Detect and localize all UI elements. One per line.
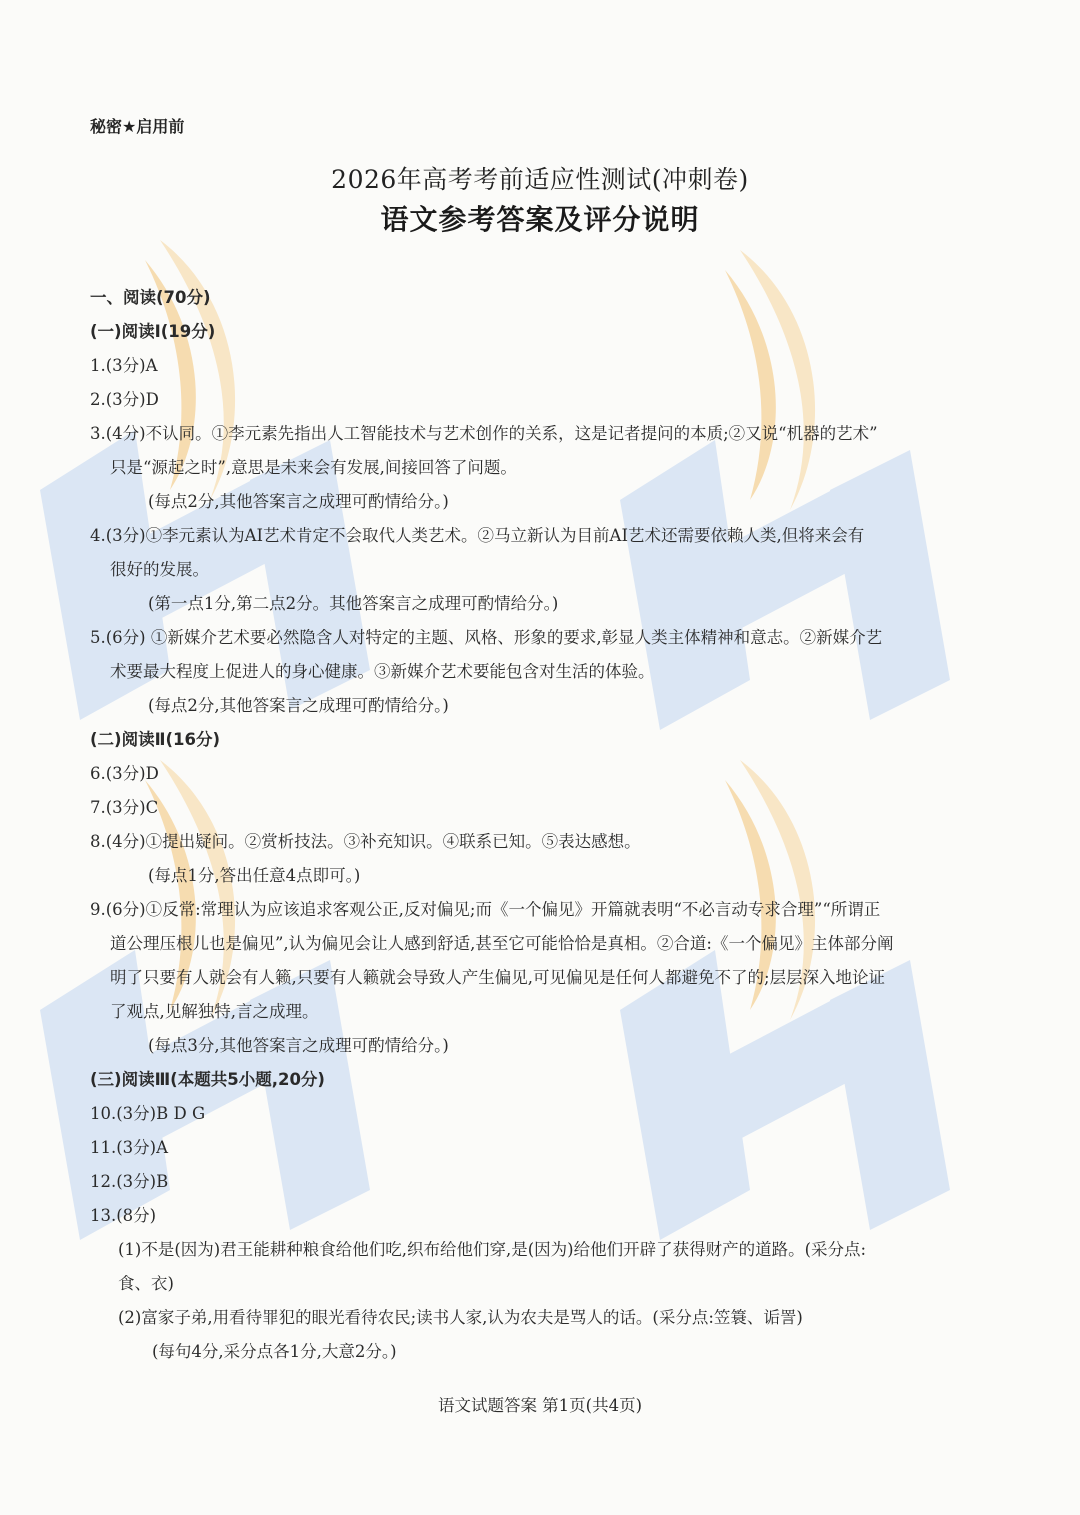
answer-line: (每句4分,采分点各1分,大意2分。) [152, 1342, 397, 1361]
answer-line: (第一点1分,第二点2分。其他答案言之成理可酌情给分。) [148, 594, 559, 613]
answer-line: 明了只要有人就会有人籁,只要有人籁就会导致人产生偏见,可见偏见是任何人都避免不了的;层层深入地论证 [110, 968, 886, 987]
answer-line: 11.(3分)A [90, 1138, 169, 1157]
answer-line: (2)富家子弟,用看待罪犯的眼光看待农民;读书人家,认为农夫是骂人的话。(采分点:笠簑、诟詈) [118, 1308, 803, 1327]
answer-line: 5.(6分) ①新媒介艺术要必然隐含人对特定的主题、风格、形象的要求,彰显人类主体精神和意志。②新媒介艺 [90, 628, 883, 647]
answer-line: 13.(8分) [90, 1206, 157, 1225]
answer-line: (每点2分,其他答案言之成理可酌情给分。) [148, 696, 449, 715]
answer-line: 只是“源起之时”,意思是未来会有发展,间接回答了问题。 [110, 458, 517, 477]
answer-line: (每点2分,其他答案言之成理可酌情给分。) [148, 492, 449, 511]
answer-line: 4.(3分)①李元素认为AI艺术肯定不会取代人类艺术。②马立新认为目前AI艺术还需要依赖人类,但将来会有 [90, 526, 865, 545]
section-heading: (一)阅读Ⅰ(19分) [90, 322, 216, 341]
answer-line: 术要最大程度上促进人的身心健康。③新媒介艺术要能包含对生活的体验。 [110, 662, 655, 681]
answer-line: 道公理压根儿也是偏见”,认为偏见会让人感到舒适,甚至它可能恰恰是真相。②合道:《一个偏见》主体部分阐 [110, 934, 894, 953]
page-footer: 语文试题答案 第1页(共4页) [437, 1396, 643, 1415]
answer-line: (1)不是(因为)君王能耕种粮食给他们吃,织布给他们穿,是(因为)给他们开辟了获得财产的道路。(采分点: [118, 1240, 867, 1259]
answer-line: 食、衣) [118, 1274, 174, 1293]
answer-line: 9.(6分)①反常:常理认为应该追求客观公正,反对偏见;而《一个偏见》开篇就表明“不必言动专求合理”“所谓正 [90, 900, 881, 919]
document-title: 语文参考答案及评分说明 [380, 203, 700, 236]
answer-line: (每点1分,答出任意4点即可。) [148, 866, 361, 885]
section-heading: (二)阅读Ⅱ(16分) [90, 730, 220, 749]
exam-title: 2026年高考考前适应性测试(冲刺卷) [331, 165, 749, 194]
answer-line: 10.(3分)B D G [90, 1104, 206, 1123]
answer-line: 8.(4分)①提出疑问。②赏析技法。③补充知识。④联系已知。⑤表达感想。 [90, 832, 641, 851]
answer-line: (每点3分,其他答案言之成理可酌情给分。) [148, 1036, 449, 1055]
answer-line: 3.(4分)不认同。①李元素先指出人工智能技术与艺术创作的关系，这是记者提问的本质;②又说“机器的艺术” [90, 424, 878, 443]
confidential-label: 秘密★启用前 [90, 117, 185, 136]
answer-line: 了观点,见解独特,言之成理。 [110, 1002, 319, 1021]
answer-line: 很好的发展。 [110, 560, 209, 579]
answer-content [90, 281, 995, 1369]
answer-line: 12.(3分)B [90, 1172, 169, 1191]
answer-line: 7.(3分)C [90, 798, 159, 817]
answer-line: 6.(3分)D [90, 764, 159, 783]
answer-line: 2.(3分)D [90, 390, 159, 409]
section-heading: 一、阅读(70分) [90, 288, 211, 307]
section-heading: (三)阅读Ⅲ(本题共5小题,20分) [90, 1070, 325, 1089]
answer-line: 1.(3分)A [90, 356, 158, 375]
